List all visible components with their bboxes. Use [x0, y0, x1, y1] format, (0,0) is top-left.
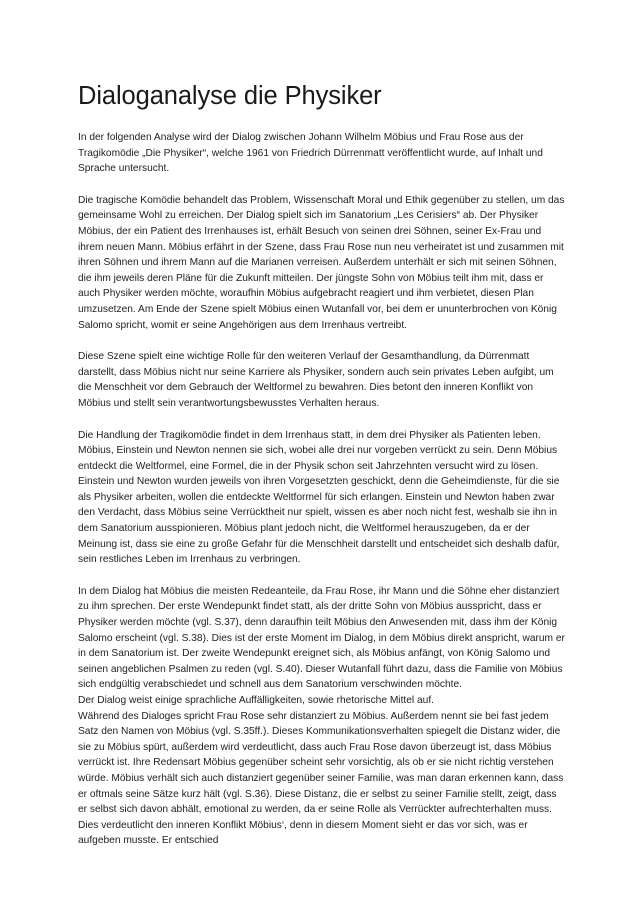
paragraph-introduction: In der folgenden Analyse wird der Dialog zwischen Johann Wilhelm Möbius und Frau Rose aus der Tragikomödie „Die Physiker“, welche 1961 von Friedrich Dürrenmatt veröffentlicht wurde, auf Inhalt und Sprache untersucht.: [78, 132, 543, 175]
document-title: Dialoganalyse die Physiker: [78, 82, 382, 110]
paragraph-summary: Die tragische Komödie behandelt das Problem, Wissenschaft Moral und Ethik gegenüber zu stellen, um das gemeinsame Wohl zu erreichen. Der Dialog spielt sich im Sanatorium „Les Cerisiers“ ab. Der Physiker Möbius, der ein Patient des Irrenhauses ist, erhält Besuch von seinen drei Söhnen, seiner Ex-Frau und ihrem neuen Mann. Möbius erfährt in der Szene, dass Frau Rose nun neu verheiratet ist und zusammen mit ihren Söhnen und ihrem Mann auf die Marianen verreisen. Außerdem unterhält er sich mit seinen Söhnen, die ihm jeweils deren Pläne für die Zukunft mitteilen. Der jüngste Sohn von Möbius teilt ihm mit, dass er auch Physiker werden möchte, woraufhin Möbius aufgebracht reagiert und ihm verbietet, diesen Plan umzusetzen. Am Ende der Szene spielt Möbius einen Wutanfall vor, bei dem er ununterbrochen von König Salomo spricht, womit er seine Angehörigen aus dem Irrenhaus vertreibt.: [78, 194, 565, 331]
paragraph-plot: Die Handlung der Tragikomödie findet in dem Irrenhaus statt, in dem drei Physiker als Patienten leben. Möbius, Einstein und Newton nennen sie sich, wobei alle drei nur vorgeben verrückt zu sein. Denn Möbius entdeckt die Weltformel, eine Formel, die in der Physik schon seit Jahrzehnten versucht wird zu lösen. Einstein und Newton wurden jeweils von ihren Vorgesetzten geschickt, denn die Geheimdienste, für die sie als Physiker arbeiten, wollen die entdeckte Weltformel für sich erlangen. Einstein und Newton haben zwar den Verdacht, dass Möbius seine Verrücktheit nur spielt, wissen es aber noch nicht fest, weshalb sie ihn in dem Sanatorium ausspionieren. Möbius plant jedoch nicht, die Weltformel herauszugeben, da er der Meinung ist, dass sie eine zu große Gefahr für die Menschheit darstellt und entscheidet sich deshalb dafür, sein restliches Leben im Irrenhaus zu verbringen.: [78, 429, 560, 566]
paragraph-dialog-structure: In dem Dialog hat Möbius die meisten Redeanteile, da Frau Rose, ihr Mann und die Söhne eher distanziert zu ihm sprechen. Der erste Wendepunkt findet statt, als der dritte Sohn von Möbius ausspricht, dass er Physiker werden möchte (vgl. S.37), denn daraufhin teilt Möbius den Anwesenden mit, dass ihm der König Salomo erscheint (vgl. S.38). Dies ist der erste Moment im Dialog, in dem Möbius direkt anspricht, warum er in dem Sanatorium ist. Der zweite Wendepunkt ereignet sich, als Möbius anfängt, von König Salomo und seinen angeblichen Psalmen zu reden (vgl. S.40). Dieser Wutanfall führt dazu, dass die Familie von Möbius sich endgültig verabschiedet und schnell aus dem Sanatorium verschwinden möchte.: [78, 585, 565, 691]
paragraph-language-intro: Der Dialog weist einige sprachliche Auffälligkeiten, sowie rhetorische Mittel auf.: [78, 695, 434, 706]
document-page: [78, 80, 566, 849]
paragraph-significance: Diese Szene spielt eine wichtige Rolle für den weiteren Verlauf der Gesamthandlung, da Dürrenmatt darstellt, dass Möbius nicht nur seine Karriere als Physiker, sondern auch sein privates Leben aufgibt, um die Menschheit vor dem Gebrauch der Weltformel zu bewahren. Dies betont den inneren Konflikt von Möbius und stellt sein verantwortungsbewusstes Verhalten heraus.: [78, 351, 554, 409]
paragraph-language-analysis: Während des Dialoges spricht Frau Rose sehr distanziert zu Möbius. Außerdem nennt sie bei fast jedem Satz den Namen von Möbius (vgl. S.35ff.). Dieses Kommunikationsverhalten spiegelt die Distanz wider, die sie zu Möbius spürt, außerdem wird verdeutlicht, dass auch Frau Rose davon überzeugt ist, dass Möbius verrückt ist. Ihre Redensart Möbius gegenüber scheint sehr vorsichtig, als ob er sie nicht richtig verstehen würde. Möbius verhält sich auch distanziert gegenüber seiner Familie, was man daran erkennen kann, dass er oftmals seine Sätze kurz hält (vgl. S.36). Diese Distanz, die er selbst zu seiner Familie stellt, zeigt, dass er selbst sich davon abhält, emotional zu werden, da er seine Rolle als Verrückter aufrechterhalten muss. Dies verdeutlicht den inneren Konflikt Möbius‘, denn in diesem Moment sieht er das vor sich, was er aufgeben musste. Er entschied: [78, 710, 564, 847]
